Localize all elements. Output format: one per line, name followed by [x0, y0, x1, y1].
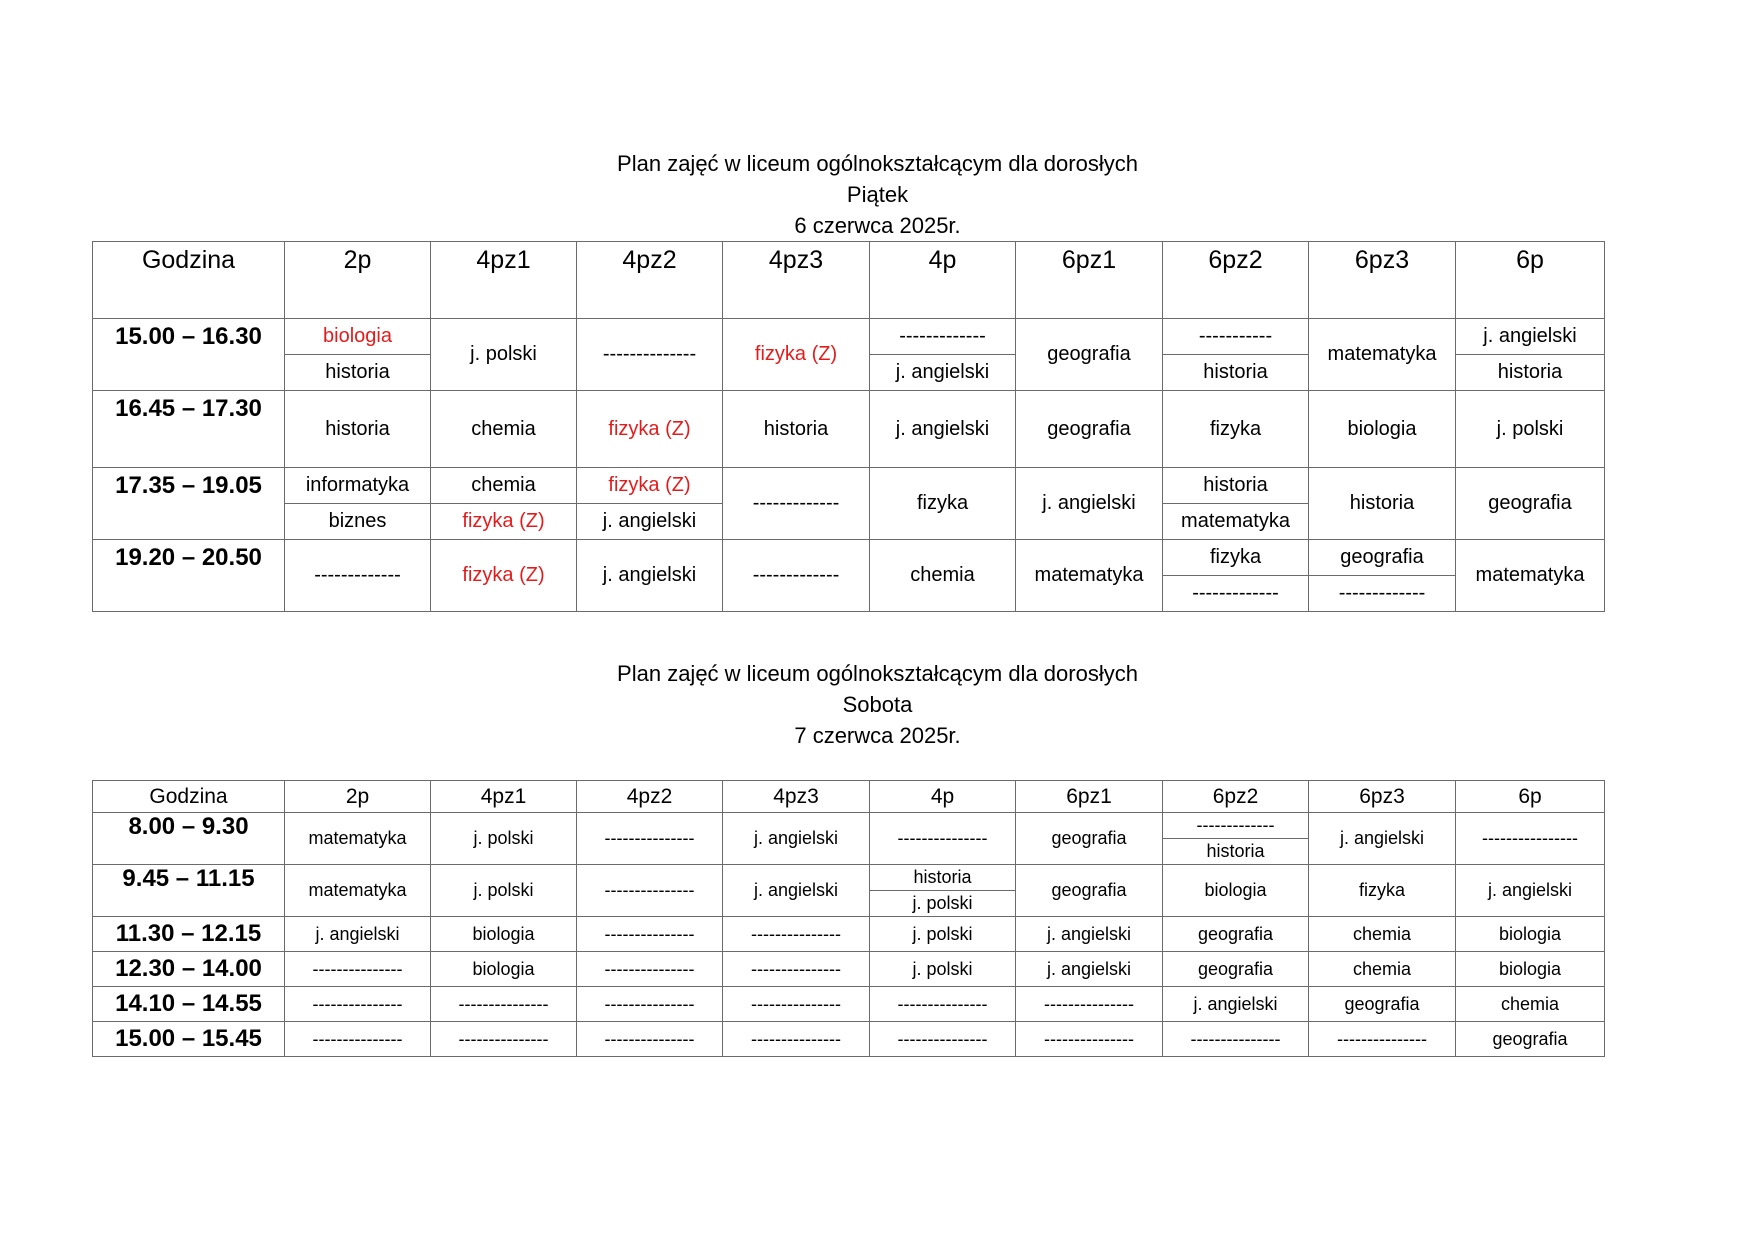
saturday-title: Plan zajęć w liceum ogólnokształcącym dla dorosłych — [617, 661, 1138, 686]
header-4pz3: 4pz3 — [723, 242, 870, 319]
table-row — [93, 391, 1605, 468]
cell: fizyka — [1309, 865, 1456, 917]
table-row — [93, 1022, 1605, 1057]
cell: j. polski — [870, 917, 1016, 952]
time-cell: 15.00 – 15.45 — [93, 1022, 285, 1057]
cell: -------------- — [577, 319, 723, 391]
cell: --------------- — [577, 813, 723, 865]
cell: geografia — [1163, 952, 1309, 987]
time-cell: 14.10 – 14.55 — [93, 987, 285, 1022]
cell: fizyka (Z) — [431, 540, 577, 612]
cell: --------------- — [431, 1022, 577, 1057]
cell: historia — [285, 391, 431, 468]
header-2p: 2p — [285, 242, 431, 319]
table-row — [93, 952, 1605, 987]
cell: fizyka — [870, 468, 1016, 540]
cell: fizyka (Z) — [577, 468, 723, 504]
cell: --------------- — [1016, 1022, 1163, 1057]
time-cell: 15.00 – 16.30 — [93, 319, 285, 391]
cell: j. polski — [870, 952, 1016, 987]
cell: biologia — [431, 952, 577, 987]
cell: matematyka — [1163, 504, 1309, 540]
cell: fizyka — [1163, 540, 1309, 576]
cell: ------------- — [723, 468, 870, 540]
friday-date: 6 czerwca 2025r. — [794, 213, 961, 238]
table-row — [93, 468, 1605, 504]
cell: --------------- — [870, 987, 1016, 1022]
cell: fizyka (Z) — [431, 504, 577, 540]
saturday-date: 7 czerwca 2025r. — [794, 723, 961, 748]
header-4pz2: 4pz2 — [577, 242, 723, 319]
cell: --------------- — [577, 987, 723, 1022]
table-row — [93, 987, 1605, 1022]
cell: geografia — [1016, 865, 1163, 917]
header-6pz2: 6pz2 — [1163, 781, 1309, 813]
cell: j. polski — [1456, 391, 1605, 468]
header-4p: 4p — [870, 781, 1016, 813]
cell: ------------- — [723, 540, 870, 612]
cell: biologia — [431, 917, 577, 952]
cell: j. angielski — [577, 540, 723, 612]
time-cell: 9.45 – 11.15 — [93, 865, 285, 917]
cell: biologia — [1163, 865, 1309, 917]
cell: informatyka — [285, 468, 431, 504]
header-6p: 6p — [1456, 781, 1605, 813]
header-6pz2: 6pz2 — [1163, 242, 1309, 319]
header-godzina: Godzina — [93, 781, 285, 813]
time-cell: 8.00 – 9.30 — [93, 813, 285, 865]
cell: j. angielski — [870, 355, 1016, 391]
cell: j. angielski — [1309, 813, 1456, 865]
cell: --------------- — [870, 813, 1016, 865]
cell: chemia — [1309, 952, 1456, 987]
cell: ------------- — [1163, 813, 1309, 839]
cell: j. angielski — [723, 813, 870, 865]
cell: historia — [1163, 839, 1309, 865]
friday-schedule-table — [92, 241, 1605, 612]
cell: --------------- — [285, 987, 431, 1022]
cell: --------------- — [285, 952, 431, 987]
header-row — [93, 781, 1605, 813]
cell: geografia — [1309, 987, 1456, 1022]
time-cell: 16.45 – 17.30 — [93, 391, 285, 468]
header-4pz1: 4pz1 — [431, 242, 577, 319]
cell: --------------- — [723, 952, 870, 987]
cell: --------------- — [577, 952, 723, 987]
cell: historia — [1163, 355, 1309, 391]
cell: j. polski — [431, 319, 577, 391]
cell: historia — [1456, 355, 1605, 391]
cell: j. angielski — [1456, 319, 1605, 355]
header-6pz1: 6pz1 — [1016, 781, 1163, 813]
cell: matematyka — [285, 813, 431, 865]
friday-title: Plan zajęć w liceum ogólnokształcącym dla dorosłych — [617, 151, 1138, 176]
header-6pz1: 6pz1 — [1016, 242, 1163, 319]
table-row — [93, 917, 1605, 952]
cell: j. angielski — [285, 917, 431, 952]
cell: historia — [723, 391, 870, 468]
cell: --------------- — [577, 917, 723, 952]
cell: j. angielski — [1163, 987, 1309, 1022]
table-row — [93, 319, 1605, 355]
cell: geografia — [1456, 1022, 1605, 1057]
header-4pz3: 4pz3 — [723, 781, 870, 813]
header-row — [93, 242, 1605, 319]
cell: --------------- — [577, 865, 723, 917]
header-2p: 2p — [285, 781, 431, 813]
saturday-day: Sobota — [842, 692, 913, 717]
cell: chemia — [870, 540, 1016, 612]
cell: fizyka (Z) — [577, 391, 723, 468]
cell: j. angielski — [1016, 468, 1163, 540]
cell: --------------- — [285, 1022, 431, 1057]
cell: ------------- — [285, 540, 431, 612]
cell: --------------- — [1016, 987, 1163, 1022]
cell: ------------- — [1309, 576, 1456, 612]
header-4pz2: 4pz2 — [577, 781, 723, 813]
cell: ----------- — [1163, 319, 1309, 355]
table-row — [93, 540, 1605, 576]
cell: j. angielski — [723, 865, 870, 917]
time-cell: 19.20 – 20.50 — [93, 540, 285, 612]
cell: --------------- — [431, 987, 577, 1022]
cell: --------------- — [870, 1022, 1016, 1057]
cell: j. angielski — [577, 504, 723, 540]
cell: j. polski — [431, 813, 577, 865]
cell: --------------- — [723, 917, 870, 952]
cell: fizyka (Z) — [723, 319, 870, 391]
header-6p: 6p — [1456, 242, 1605, 319]
cell: j. angielski — [1456, 865, 1605, 917]
cell: geografia — [1309, 540, 1456, 576]
cell: j. polski — [870, 891, 1016, 917]
saturday-title-block — [0, 658, 1755, 751]
time-cell: 11.30 – 12.15 — [93, 917, 285, 952]
friday-title-block — [0, 148, 1755, 241]
cell: ---------------- — [1456, 813, 1605, 865]
cell: chemia — [431, 468, 577, 504]
friday-day: Piątek — [846, 182, 909, 207]
cell: j. polski — [431, 865, 577, 917]
time-cell: 12.30 – 14.00 — [93, 952, 285, 987]
header-6pz3: 6pz3 — [1309, 242, 1456, 319]
cell: biologia — [1456, 952, 1605, 987]
cell: ------------- — [870, 319, 1016, 355]
cell: geografia — [1016, 391, 1163, 468]
cell: chemia — [431, 391, 577, 468]
header-4pz1: 4pz1 — [431, 781, 577, 813]
cell: geografia — [1163, 917, 1309, 952]
header-4p: 4p — [870, 242, 1016, 319]
cell: --------------- — [723, 1022, 870, 1057]
cell: biznes — [285, 504, 431, 540]
cell: geografia — [1456, 468, 1605, 540]
cell: --------------- — [1163, 1022, 1309, 1057]
cell: biologia — [285, 319, 431, 355]
cell: historia — [1309, 468, 1456, 540]
cell: matematyka — [285, 865, 431, 917]
saturday-schedule-table — [92, 780, 1605, 1057]
cell: historia — [870, 865, 1016, 891]
cell: j. angielski — [1016, 917, 1163, 952]
cell: --------------- — [1309, 1022, 1456, 1057]
table-row — [93, 865, 1605, 891]
cell: geografia — [1016, 319, 1163, 391]
cell: matematyka — [1309, 319, 1456, 391]
cell: chemia — [1456, 987, 1605, 1022]
cell: fizyka — [1163, 391, 1309, 468]
cell: chemia — [1309, 917, 1456, 952]
table-row — [93, 813, 1605, 839]
cell: --------------- — [723, 987, 870, 1022]
cell: historia — [285, 355, 431, 391]
cell: ------------- — [1163, 576, 1309, 612]
cell: j. angielski — [1016, 952, 1163, 987]
cell: biologia — [1309, 391, 1456, 468]
cell: geografia — [1016, 813, 1163, 865]
cell: historia — [1163, 468, 1309, 504]
cell: matematyka — [1456, 540, 1605, 612]
cell: biologia — [1456, 917, 1605, 952]
header-6pz3: 6pz3 — [1309, 781, 1456, 813]
cell: j. angielski — [870, 391, 1016, 468]
cell: matematyka — [1016, 540, 1163, 612]
cell: --------------- — [577, 1022, 723, 1057]
time-cell: 17.35 – 19.05 — [93, 468, 285, 540]
header-godzina: Godzina — [93, 242, 285, 319]
